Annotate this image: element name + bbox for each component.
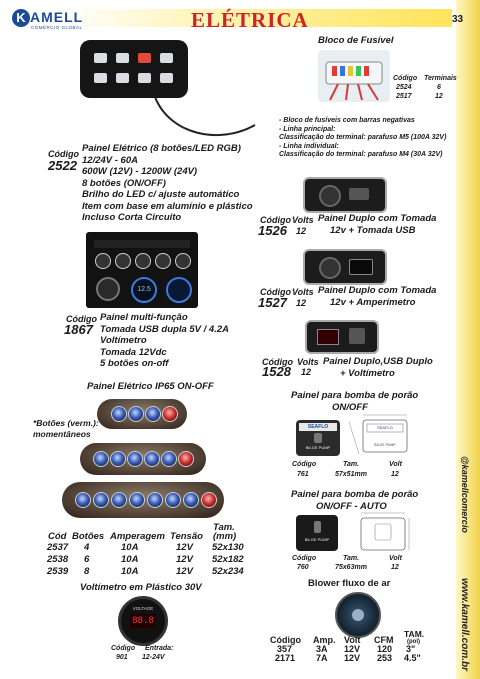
ip65-panel-8 — [62, 482, 224, 518]
bilge2-code: 760 — [297, 564, 309, 571]
push-button-icon — [110, 451, 126, 467]
ip65-col-code: Cód — [48, 531, 67, 542]
table-row — [47, 566, 244, 578]
fuse-notes — [279, 117, 446, 160]
cell-code: 2539 — [47, 566, 69, 577]
blower-col-amp: Amp. — [313, 635, 336, 645]
usb-icon — [349, 328, 365, 344]
cell-code: 2538 — [47, 554, 69, 565]
ip65-note-2: momentâneos — [33, 429, 91, 439]
push-button-icon — [93, 492, 109, 508]
fan-icon — [352, 609, 364, 621]
bilge1-code: 761 — [297, 471, 309, 478]
push-button-icon — [145, 406, 161, 422]
panel-2522-image — [80, 40, 188, 98]
desc-1528: Painel Duplo,USB Duplo — [323, 356, 433, 367]
push-button-icon — [111, 492, 127, 508]
cell-amps: 10A — [121, 554, 139, 565]
bilge2-subtitle: ON/OFF - AUTO — [316, 501, 387, 512]
bilge1-drawing-brand: SEAFLO — [377, 425, 393, 430]
code-1528: 1528 — [262, 364, 291, 379]
push-button-icon — [144, 451, 160, 467]
fuse-terminals: 12 — [435, 93, 443, 100]
desc-line: 8 botões (ON/OFF) — [82, 177, 166, 189]
desc-2522 — [82, 143, 253, 224]
bilge1-subtitle: ON/OFF — [332, 402, 368, 413]
desc-line: Item com base em alumínio e plástico — [82, 200, 253, 212]
ip65-col-voltage: Tensão — [170, 531, 203, 542]
ip65-note: *Botões (verm.): — [33, 418, 99, 428]
bilge1-drawing-label: BILGE PUMP — [374, 443, 396, 447]
cell-voltage: 12V — [176, 554, 193, 565]
instagram-handle: @kamellcomercio — [460, 456, 470, 533]
cell-cfm: 253 — [377, 653, 393, 663]
desc-line: Tomada 12Vdc — [100, 346, 167, 358]
panel-button — [138, 53, 151, 63]
fuse-terminals: 6 — [437, 84, 441, 91]
volts-label-1526: Volts — [292, 215, 314, 225]
desc-line: 12/24V - 60A — [82, 154, 138, 166]
bilge2-label: BILGE PUMP — [304, 537, 330, 542]
bilge2-size: 75x63mm — [335, 564, 367, 571]
cell-volt: 12V — [344, 653, 361, 663]
fuse-col-code: Código — [393, 75, 418, 82]
bilge1-drawing — [345, 412, 415, 458]
desc-line: Brilho do LED c/ ajuste automático — [82, 189, 240, 200]
fuse-note: Classificação do terminal: parafuso M4 (30A 32V) — [279, 151, 443, 158]
bilge2-col-size: Tam. — [343, 555, 360, 562]
push-button-icon — [147, 492, 163, 508]
ip65-title: Painel Elétrico IP65 ON-OFF — [87, 381, 214, 392]
bilge1-col-code: Código — [292, 461, 317, 468]
ip65-col-size-unit: (mm) — [213, 531, 237, 542]
desc-1867 — [100, 312, 229, 370]
volts-label-1528: Volts — [297, 357, 319, 367]
fuse-note: - Linha individual: — [279, 142, 339, 150]
table-row — [47, 542, 244, 554]
bilge2-volt: 12 — [391, 564, 399, 571]
bilge2-col-volt: Volt — [389, 555, 402, 562]
logo-name: AMELL — [30, 9, 84, 25]
voltmeter-face-label: VOLTAGE — [132, 606, 154, 611]
socket-icon — [319, 185, 341, 207]
desc-1526: Painel Duplo com Tomada — [318, 213, 437, 224]
push-button-icon — [93, 451, 109, 467]
volts-1526: 12 — [296, 226, 307, 236]
logo-icon: K — [12, 9, 30, 27]
cell-amp: 3A — [316, 644, 328, 654]
cell-voltage: 12V — [176, 542, 193, 553]
code-label-1528: Código — [262, 357, 293, 367]
ip65-col-amps: Amperagem — [110, 531, 165, 542]
desc-line: Painel multi-função — [100, 312, 188, 323]
cell-size: 4.5" — [404, 653, 421, 663]
desc-line: Tomada USB dupla 5V / 4.2A — [100, 323, 229, 335]
panel-button — [94, 53, 107, 63]
switch-icon — [135, 253, 151, 269]
desc-line: 5 botões on-off — [100, 358, 169, 369]
ip65-table — [47, 542, 244, 578]
push-button-icon — [75, 492, 91, 508]
desc-1527: Painel Duplo com Tomada — [318, 285, 437, 296]
fuse-note: Classificação do terminal: parafuso M5 (100A 32V) — [279, 134, 447, 141]
desc-line: Painel Elétrico (8 botões/LED RGB) — [82, 143, 241, 154]
cell-size: 52x130 — [212, 542, 244, 553]
toggle-icon — [314, 521, 321, 533]
blower-col-size: TAM. — [404, 629, 425, 639]
bilge1-title: Painel para bomba de porão — [291, 390, 419, 401]
fuse-block-title: Bloco de Fusível — [318, 35, 394, 46]
volts-label-1527: Volts — [292, 287, 314, 297]
cell-volt: 12V — [344, 644, 361, 654]
volts-1528: 12 — [301, 367, 312, 377]
bilge1-size: 57x51mm — [335, 471, 367, 478]
blower-col-cfm: CFM — [374, 635, 394, 645]
voltmeter-code: 901 — [116, 654, 128, 661]
cell-buttons: 6 — [84, 554, 90, 565]
code-label-1526: Código — [260, 215, 291, 225]
ip65-col-size: Tam. — [213, 522, 235, 533]
voltmeter-display: 12.5 — [131, 277, 157, 303]
fuse-code: 2517 — [396, 93, 412, 100]
blower-col-volt: Volt — [344, 635, 361, 645]
page-title: ELÉTRICA — [191, 8, 309, 32]
code-label-1527: Código — [260, 287, 291, 297]
desc-1527-2: 12v + Amperímetro — [330, 297, 416, 308]
website-url: www.kamell.com.br — [459, 578, 470, 671]
usb-icon — [166, 277, 192, 303]
code-label-2522: Código — [48, 149, 79, 159]
voltmeter-icon — [317, 329, 339, 345]
switch-icon — [155, 253, 171, 269]
panel-1527-image — [303, 249, 387, 285]
push-button-icon — [201, 492, 217, 508]
code-label-1867: Código — [66, 314, 97, 324]
desc-line: Voltímetro — [100, 335, 147, 346]
logo-subtitle: COMÉRCIO GLOBAL — [31, 25, 83, 30]
push-button-icon — [165, 492, 181, 508]
blower-image — [335, 592, 381, 638]
bilge1-label: BILGE PUMP — [305, 445, 331, 450]
panel-1528-image — [305, 320, 379, 354]
table-row — [270, 654, 421, 663]
switch-icon — [115, 253, 131, 269]
push-button-icon — [127, 451, 143, 467]
push-button-icon — [178, 451, 194, 467]
cell-code: 2537 — [47, 542, 69, 553]
panel-button — [116, 73, 129, 83]
bilge2-drawing — [345, 510, 415, 556]
bilge2-col-code: Código — [292, 555, 317, 562]
desc-1526-2: 12v + Tomada USB — [330, 225, 416, 236]
cell-code: 357 — [277, 644, 293, 654]
voltmeter-image — [118, 596, 168, 646]
cell-size: 52x234 — [212, 566, 244, 577]
bilge1-volt: 12 — [391, 471, 399, 478]
label-strip — [94, 240, 190, 248]
panel-1526-image — [303, 177, 387, 213]
cell-amps: 10A — [121, 542, 139, 553]
voltmeter-title: Voltímetro em Plástico 30V — [80, 582, 202, 593]
cell-size: 3" — [406, 644, 416, 654]
voltmeter-col-input: Entrada: — [145, 645, 174, 652]
table-row — [47, 554, 244, 566]
panel-button — [160, 73, 173, 83]
code-1867: 1867 — [64, 322, 93, 337]
desc-line: Incluso Corta Circuito — [82, 212, 182, 223]
fuse-note: - Linha principal: — [279, 125, 336, 133]
socket-icon — [96, 277, 120, 301]
code-1526: 1526 — [258, 223, 287, 238]
fuse-code: 2524 — [396, 84, 412, 91]
code-2522: 2522 — [48, 158, 77, 173]
push-button-icon — [128, 406, 144, 422]
push-button-icon — [161, 451, 177, 467]
panel-button — [138, 73, 151, 83]
panel-1867-image — [86, 232, 198, 308]
ip65-panel-6 — [80, 443, 206, 475]
fuse-note: - Bloco de fusíveis com barras negativas — [279, 117, 415, 124]
socket-icon — [319, 257, 341, 279]
voltmeter-col-code: Código — [111, 645, 136, 652]
bilge1-col-volt: Volt — [389, 461, 402, 468]
cell-cfm: 120 — [377, 644, 393, 654]
blower-table — [270, 636, 421, 663]
voltmeter-display: 88.8 — [130, 614, 156, 628]
desc-line: 600W (12V) - 1200W (24V) — [82, 166, 198, 177]
cell-voltage: 12V — [176, 566, 193, 577]
panel-button — [160, 53, 173, 63]
cell-amps: 10A — [121, 566, 139, 577]
page-number: 33 — [452, 14, 464, 25]
switch-icon — [95, 253, 111, 269]
bilge2-image — [296, 515, 338, 551]
code-1527: 1527 — [258, 295, 287, 310]
usb-icon — [349, 188, 369, 200]
volts-1527: 12 — [296, 298, 307, 308]
toggle-icon — [314, 433, 322, 443]
cell-code: 2171 — [275, 653, 296, 663]
push-button-icon — [162, 406, 178, 422]
desc-1528-2: + Voltímetro — [340, 368, 395, 379]
panel-button — [94, 73, 107, 83]
cell-size: 52x182 — [212, 554, 244, 565]
voltmeter-input: 12-24V — [142, 654, 165, 661]
ip65-panel-4 — [97, 399, 187, 429]
bilge1-col-size: Tam. — [343, 461, 360, 468]
push-button-icon — [129, 492, 145, 508]
ammeter-icon — [349, 259, 373, 275]
switch-icon — [175, 253, 191, 269]
bilge1-image — [296, 420, 340, 456]
cell-buttons: 8 — [84, 566, 90, 577]
bilge2-title: Painel para bomba de porão — [291, 489, 419, 500]
blower-col-size-unit: (pol) — [407, 639, 420, 645]
push-button-icon — [111, 406, 127, 422]
cell-amp: 7A — [316, 653, 328, 663]
cell-buttons: 4 — [84, 542, 90, 553]
ip65-col-buttons: Botões — [72, 531, 105, 542]
bilge1-brand: SEAFLO — [299, 423, 337, 431]
fuse-col-terminals: Terminais — [424, 75, 457, 82]
fuse-block-image — [318, 50, 390, 102]
blower-title: Blower fluxo de ar — [308, 578, 391, 589]
panel-button — [116, 53, 129, 63]
push-button-icon — [183, 492, 199, 508]
blower-col-code: Código — [270, 635, 301, 645]
